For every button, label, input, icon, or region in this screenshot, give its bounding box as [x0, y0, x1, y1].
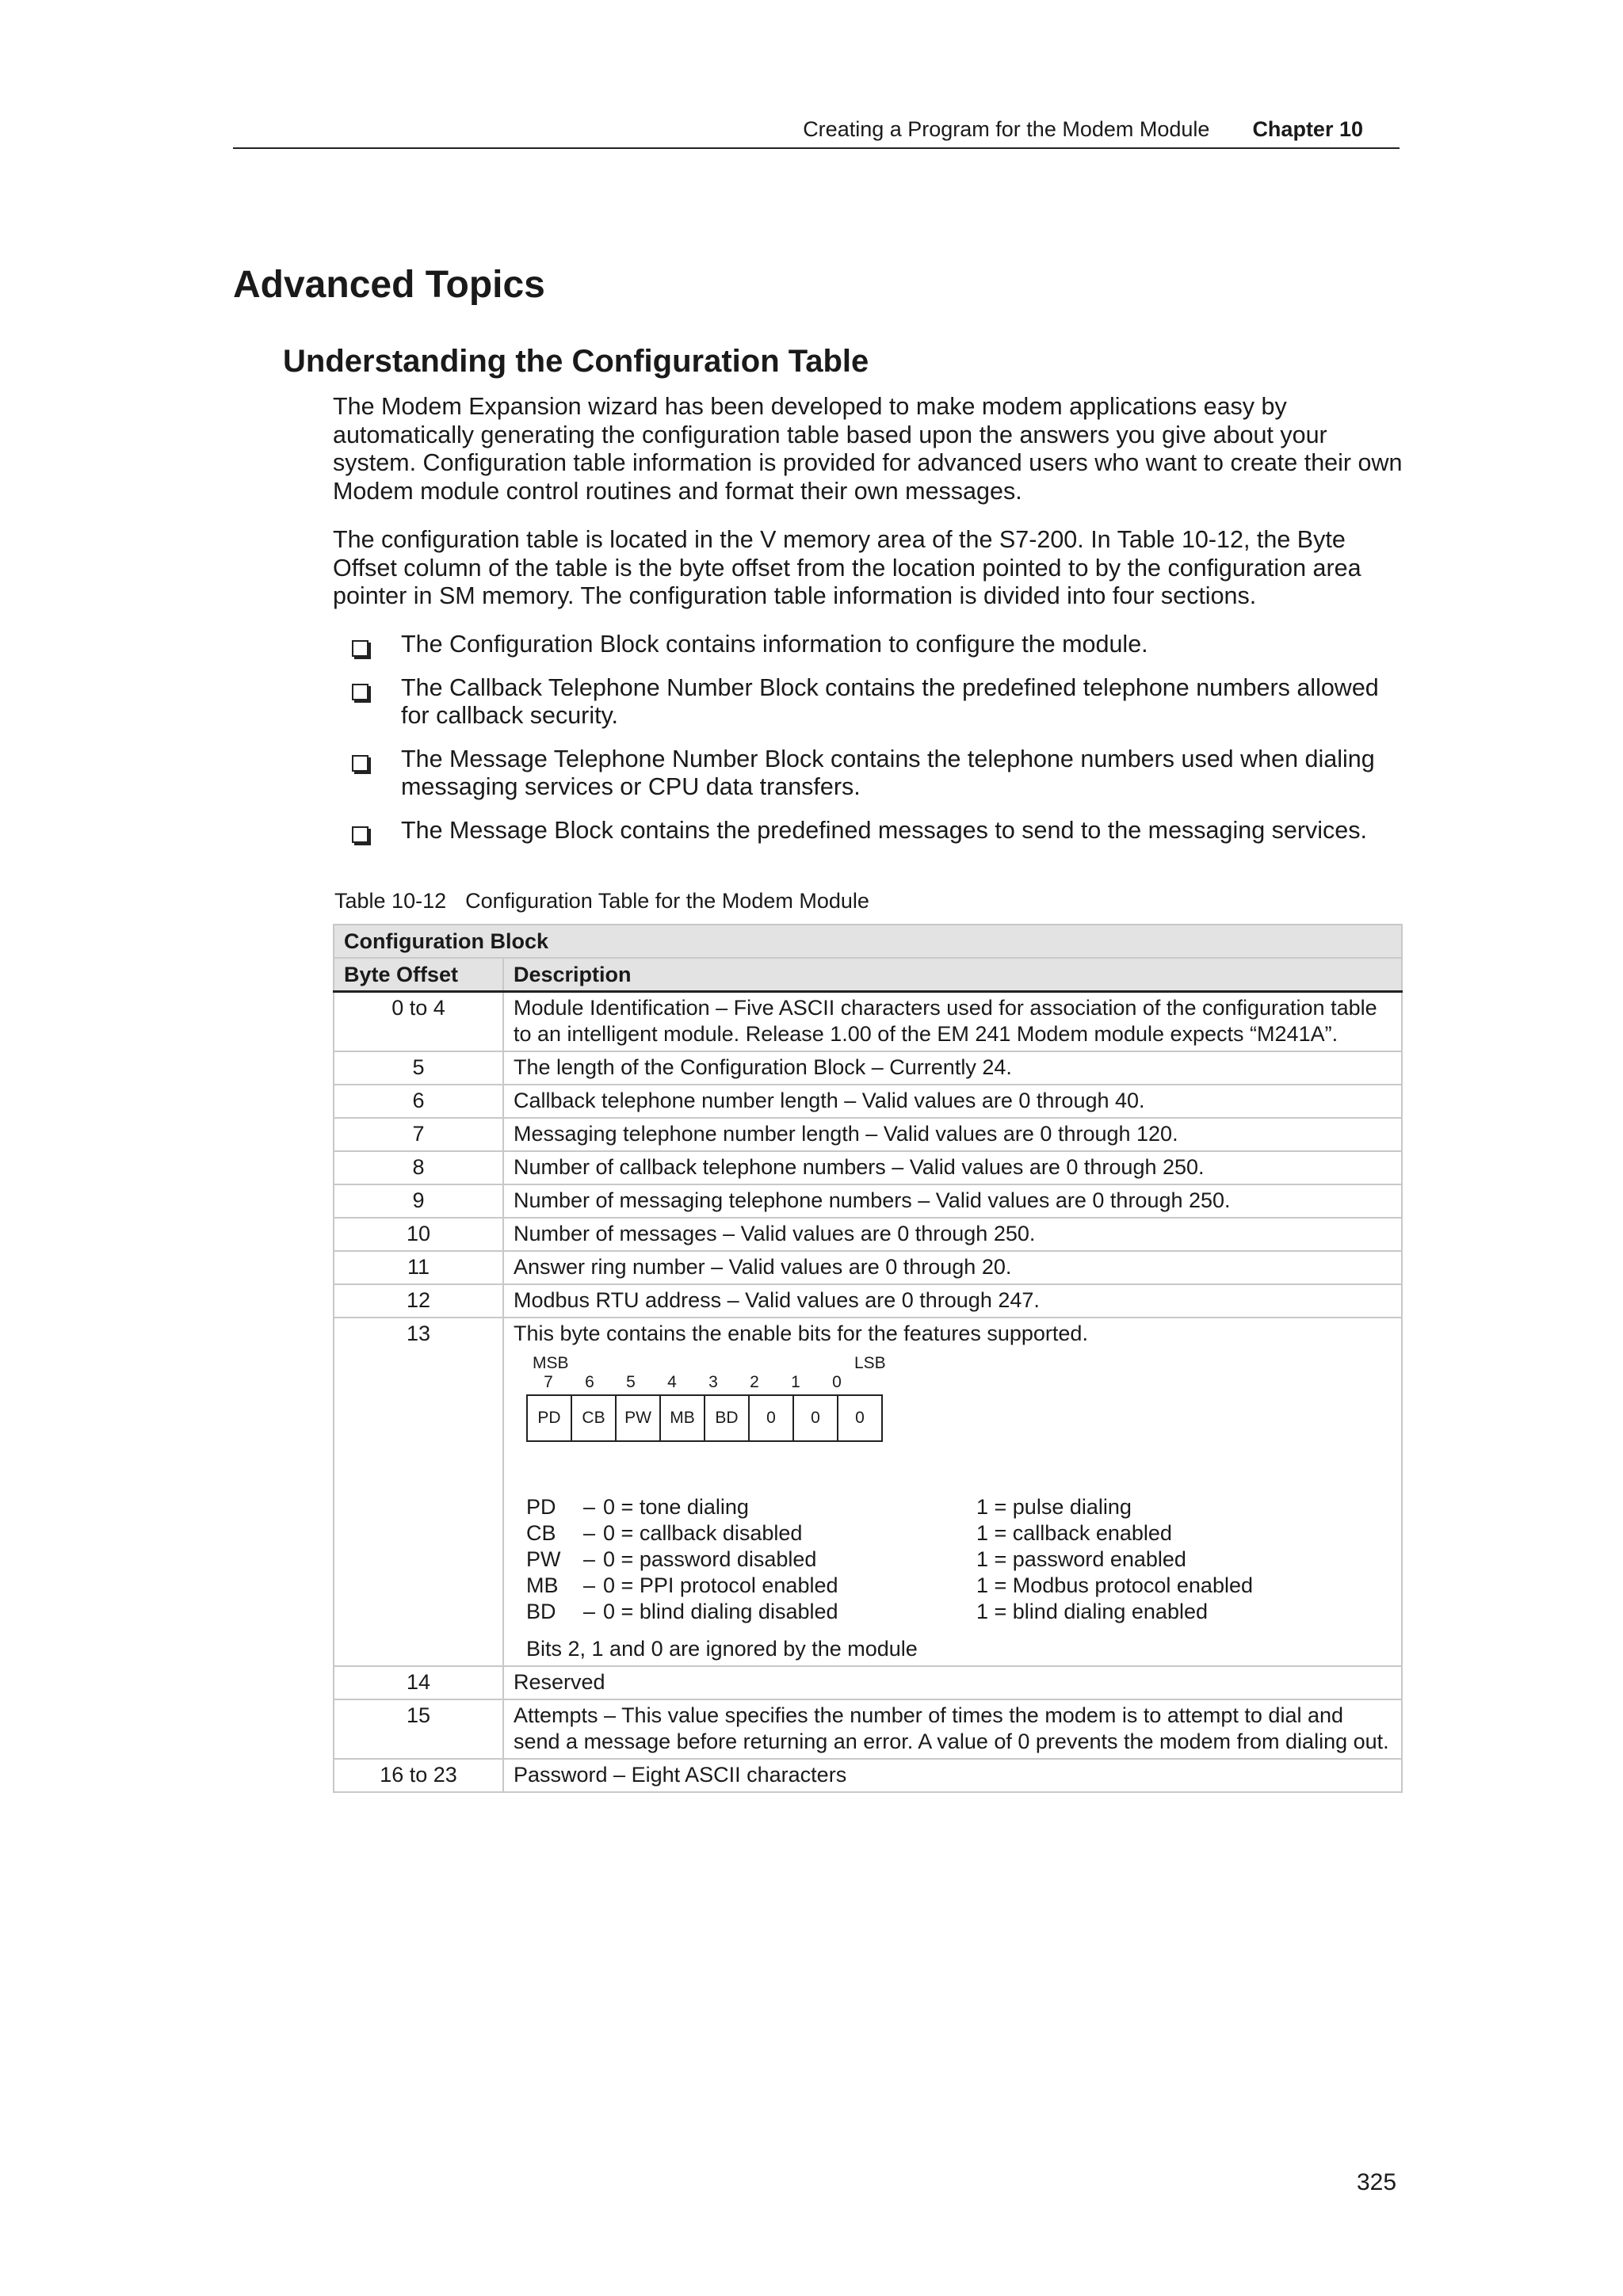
legend-dash: –	[583, 1547, 596, 1571]
cell-description: Callback telephone number length – Valid values are 0 through 40.	[503, 1085, 1402, 1118]
list-item-text: The Callback Telephone Number Block contains the predefined telephone numbers allowed for callback security.	[401, 673, 1379, 729]
list-item-text: The Configuration Block contains information to configure the module.	[401, 631, 1148, 658]
cell-description: Reserved	[503, 1666, 1402, 1699]
table-row	[334, 992, 1402, 1052]
heading-configuration-table: Understanding the Configuration Table	[283, 344, 869, 379]
table-row	[334, 1151, 1402, 1184]
cell-offset: 16 to 23	[334, 1759, 503, 1792]
legend-dash: –	[583, 1521, 596, 1545]
cell-description	[503, 1318, 1402, 1666]
bit-cell: BD	[704, 1394, 750, 1442]
paragraph-intro: The Modem Expansion wizard has been developed to make modem applications easy by automatically generating the configuration table based upon the answers you give about your system. Configuration table information is provided for advanced users who want to create their own Modem module control routines and format their own messages.	[333, 393, 1403, 505]
table-row	[334, 1666, 1402, 1699]
legend-row	[526, 1494, 1392, 1520]
list-item	[349, 674, 1411, 730]
msb-label: MSB	[533, 1354, 569, 1372]
cell-offset: 12	[334, 1284, 503, 1318]
cell-offset: 10	[334, 1218, 503, 1251]
bit-number: 3	[708, 1373, 718, 1391]
list-item-text: The Message Telephone Number Block contains the telephone numbers used when dialing messaging services or CPU data transfers.	[401, 745, 1375, 800]
enable-bits-intro: This byte contains the enable bits for the features supported.	[514, 1322, 1088, 1345]
cell-offset: 7	[334, 1118, 503, 1151]
bit-cell: CB	[571, 1394, 617, 1442]
legend-zero: – 0 = PPI protocol enabled	[583, 1573, 838, 1597]
bit-number: 5	[626, 1373, 636, 1391]
table-row	[334, 1251, 1402, 1284]
bit-number: 6	[585, 1373, 594, 1391]
legend-one: 1 = pulse dialing	[976, 1495, 1132, 1519]
table-row	[334, 1759, 1402, 1792]
legend-abbr: BD	[526, 1600, 556, 1623]
section-list	[349, 631, 1411, 860]
legend-row	[526, 1573, 1392, 1599]
table-row	[334, 1699, 1402, 1759]
list-item	[349, 746, 1411, 802]
cell-offset: 8	[334, 1151, 503, 1184]
bit-legend	[514, 1494, 1392, 1625]
table-row	[334, 1184, 1402, 1218]
cell-description: Modbus RTU address – Valid values are 0 through 247.	[503, 1284, 1402, 1318]
cell-offset: 13	[334, 1318, 503, 1666]
legend-zero: – 0 = callback disabled	[583, 1521, 803, 1545]
bit-number: 2	[750, 1373, 759, 1391]
cell-offset: 14	[334, 1666, 503, 1699]
list-item-text: The Message Block contains the predefined messages to send to the messaging services.	[401, 816, 1367, 844]
cell-offset: 5	[334, 1051, 503, 1085]
bit-cell: PW	[615, 1394, 661, 1442]
legend-abbr: PD	[526, 1495, 556, 1519]
column-header-description: Description	[503, 958, 1402, 992]
cell-offset: 11	[334, 1251, 503, 1284]
cell-offset: 6	[334, 1085, 503, 1118]
checkbox-bullet-icon	[352, 684, 369, 700]
table-block-title: Configuration Block	[334, 925, 1402, 958]
bit-cell: MB	[659, 1394, 705, 1442]
cell-description: Number of messages – Valid values are 0 through 250.	[503, 1218, 1402, 1251]
cell-description: Number of callback telephone numbers – Valid values are 0 through 250.	[503, 1151, 1402, 1184]
bit-number: 4	[667, 1373, 677, 1391]
legend-zero: – 0 = tone dialing	[583, 1495, 749, 1519]
legend-one: 1 = callback enabled	[976, 1521, 1172, 1545]
legend-zero: – 0 = password disabled	[583, 1547, 817, 1571]
checkbox-bullet-icon	[352, 640, 369, 657]
bit-cell: 0	[748, 1394, 794, 1442]
cell-offset: 15	[334, 1699, 503, 1759]
checkbox-bullet-icon	[352, 826, 369, 843]
table-row	[334, 1085, 1402, 1118]
paragraph-location: The configuration table is located in the V memory area of the S7-200. In Table 10-12, the Byte Offset column of the table is the byte offset from the location pointed to by the configuration area pointer in SM memory. The configuration table information is divided into four sections.	[333, 526, 1361, 609]
legend-row	[526, 1599, 1392, 1625]
legend-one: 1 = blind dialing enabled	[976, 1600, 1208, 1623]
cell-offset: 9	[334, 1184, 503, 1218]
bit-number: 0	[832, 1373, 842, 1391]
checkbox-bullet-icon	[352, 755, 369, 772]
cell-description: Messaging telephone number length – Valid values are 0 through 120.	[503, 1118, 1402, 1151]
table-row	[334, 1284, 1402, 1318]
cell-description: The length of the Configuration Block – Currently 24.	[503, 1051, 1402, 1085]
legend-abbr: PW	[526, 1547, 561, 1571]
bit-number: 7	[544, 1373, 553, 1391]
cell-description: Attempts – This value specifies the number of times the modem is to attempt to dial and send a message before returning an error. A value of 0 prevents the modem from dialing out.	[503, 1699, 1402, 1759]
bit-cell: 0	[792, 1394, 838, 1442]
bit-number: 1	[791, 1373, 800, 1391]
table-caption-number: Table 10-12	[334, 889, 447, 913]
list-item	[349, 631, 1411, 659]
header-section-title: Creating a Program for the Modem Module	[803, 116, 1210, 141]
legend-dash: –	[583, 1573, 596, 1597]
legend-row	[526, 1547, 1392, 1573]
table-row	[334, 1118, 1402, 1151]
cell-description: Password – Eight ASCII characters	[503, 1759, 1402, 1792]
legend-abbr: CB	[526, 1521, 556, 1545]
configuration-table	[333, 924, 1403, 1793]
legend-abbr: MB	[526, 1573, 559, 1597]
table-row	[334, 1051, 1402, 1085]
legend-dash: –	[583, 1495, 596, 1519]
running-header	[233, 111, 1400, 149]
table-row-enable-bits	[334, 1318, 1402, 1666]
cell-description: Module Identification – Five ASCII characters used for association of the configuration table to an intelligent module. Release 1.00 of the EM 241 Modem module expects “M241A”.	[503, 992, 1402, 1052]
legend-dash: –	[583, 1600, 596, 1623]
cell-description: Answer ring number – Valid values are 0 through 20.	[503, 1251, 1402, 1284]
bit-cells	[526, 1394, 883, 1442]
legend-zero: – 0 = blind dialing disabled	[583, 1600, 838, 1623]
bit-diagram	[514, 1350, 1392, 1494]
legend-one: 1 = Modbus protocol enabled	[976, 1573, 1253, 1597]
heading-advanced-topics: Advanced Topics	[233, 264, 545, 306]
column-header-byte-offset: Byte Offset	[334, 958, 503, 992]
bit-cell: PD	[526, 1394, 572, 1442]
cell-description: Number of messaging telephone numbers – Valid values are 0 through 250.	[503, 1184, 1402, 1218]
table-caption	[334, 889, 869, 913]
list-item	[349, 817, 1411, 845]
table-row	[334, 1218, 1402, 1251]
page-number: 325	[1357, 2169, 1397, 2195]
legend-one: 1 = password enabled	[976, 1547, 1186, 1571]
table-caption-title: Configuration Table for the Modem Module	[465, 889, 869, 913]
legend-row	[526, 1520, 1392, 1547]
header-chapter: Chapter 10	[1252, 116, 1363, 141]
bits-ignored-note: Bits 2, 1 and 0 are ignored by the module	[526, 1637, 918, 1661]
cell-offset: 0 to 4	[334, 992, 503, 1052]
bit-cell: 0	[837, 1394, 883, 1442]
lsb-label: LSB	[854, 1354, 886, 1372]
